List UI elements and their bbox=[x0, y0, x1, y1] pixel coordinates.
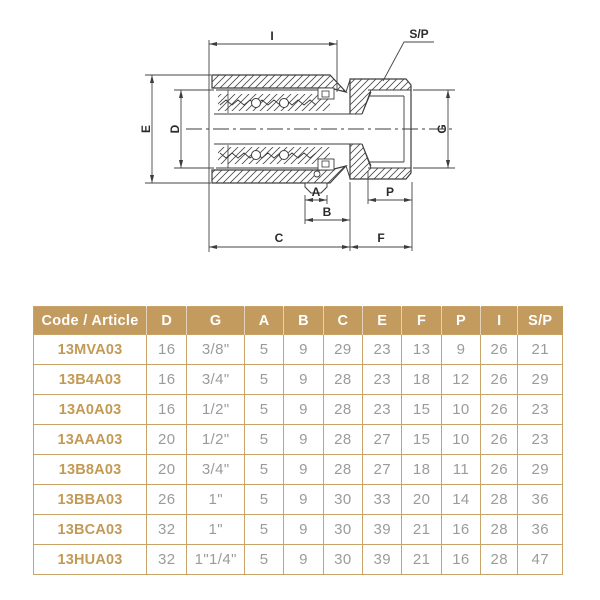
spec-value-cell: 29 bbox=[323, 335, 362, 365]
spec-value-cell: 39 bbox=[363, 545, 402, 575]
spec-value-cell: 11 bbox=[441, 455, 480, 485]
column-header-d: D bbox=[147, 307, 187, 335]
spec-value-cell: 1/2" bbox=[187, 425, 245, 455]
spec-value-cell: 33 bbox=[363, 485, 402, 515]
spec-value-cell: 5 bbox=[244, 485, 283, 515]
spec-value-cell: 1"1/4" bbox=[187, 545, 245, 575]
article-code-cell: 13B4A03 bbox=[34, 365, 147, 395]
o-ring-bottom-1 bbox=[252, 151, 261, 160]
column-header-c: C bbox=[323, 307, 362, 335]
spec-value-cell: 32 bbox=[147, 515, 187, 545]
dim-label-sp: S/P bbox=[409, 27, 429, 41]
article-code-cell: 13B8A03 bbox=[34, 455, 147, 485]
article-code-cell: 13BBA03 bbox=[34, 485, 147, 515]
article-code-cell: 13HUA03 bbox=[34, 545, 147, 575]
spec-value-cell: 1/2" bbox=[187, 395, 245, 425]
spec-value-cell: 3/4" bbox=[187, 455, 245, 485]
spec-value-cell: 20 bbox=[147, 455, 187, 485]
spec-value-cell: 26 bbox=[481, 455, 518, 485]
spec-value-cell: 20 bbox=[402, 485, 441, 515]
spec-value-cell: 9 bbox=[284, 335, 323, 365]
o-ring-top-1 bbox=[252, 99, 261, 108]
spec-value-cell: 28 bbox=[481, 545, 518, 575]
spec-value-cell: 9 bbox=[284, 485, 323, 515]
column-header-e: E bbox=[363, 307, 402, 335]
spec-value-cell: 18 bbox=[402, 365, 441, 395]
spec-value-cell: 28 bbox=[323, 395, 362, 425]
spec-value-cell: 5 bbox=[244, 515, 283, 545]
spec-value-cell: 16 bbox=[147, 365, 187, 395]
spec-value-cell: 1" bbox=[187, 515, 245, 545]
spec-value-cell: 18 bbox=[402, 455, 441, 485]
spec-value-cell: 5 bbox=[244, 395, 283, 425]
column-header-p: P bbox=[441, 307, 480, 335]
spec-value-cell: 16 bbox=[147, 335, 187, 365]
table-row bbox=[34, 545, 563, 575]
spec-value-cell: 5 bbox=[244, 425, 283, 455]
spec-value-cell: 26 bbox=[481, 425, 518, 455]
spec-value-cell: 27 bbox=[363, 455, 402, 485]
column-header-code-article: Code / Article bbox=[34, 307, 147, 335]
spec-value-cell: 26 bbox=[147, 485, 187, 515]
sp-leader-line bbox=[383, 42, 434, 81]
spec-value-cell: 9 bbox=[284, 365, 323, 395]
spec-value-cell: 1" bbox=[187, 485, 245, 515]
spec-value-cell: 30 bbox=[323, 515, 362, 545]
spec-value-cell: 3/4" bbox=[187, 365, 245, 395]
spec-value-cell: 30 bbox=[323, 545, 362, 575]
dim-label-p: P bbox=[385, 185, 395, 199]
dim-label-i: I bbox=[270, 29, 274, 43]
spec-value-cell: 16 bbox=[147, 395, 187, 425]
spec-value-cell: 5 bbox=[244, 365, 283, 395]
spec-value-cell: 28 bbox=[323, 365, 362, 395]
o-ring-bottom-2 bbox=[280, 151, 289, 160]
table-row bbox=[34, 485, 563, 515]
article-code-cell: 13AAA03 bbox=[34, 425, 147, 455]
spec-value-cell: 13 bbox=[402, 335, 441, 365]
spec-value-cell: 23 bbox=[518, 425, 563, 455]
spec-value-cell: 20 bbox=[147, 425, 187, 455]
spec-table-header bbox=[34, 307, 563, 335]
spec-value-cell: 30 bbox=[323, 485, 362, 515]
spec-value-cell: 39 bbox=[363, 515, 402, 545]
dimension-lines bbox=[145, 40, 455, 252]
spec-value-cell: 10 bbox=[441, 395, 480, 425]
spec-value-cell: 16 bbox=[441, 545, 480, 575]
table-row bbox=[34, 335, 563, 365]
spec-value-cell: 27 bbox=[363, 425, 402, 455]
column-header-a: A bbox=[244, 307, 283, 335]
column-header-f: F bbox=[402, 307, 441, 335]
dim-label-e: E bbox=[139, 124, 153, 134]
spec-value-cell: 12 bbox=[441, 365, 480, 395]
spec-value-cell: 29 bbox=[518, 455, 563, 485]
press-sleeve bbox=[212, 75, 371, 193]
dim-label-b: B bbox=[322, 205, 332, 219]
spec-value-cell: 23 bbox=[363, 395, 402, 425]
spec-value-cell: 21 bbox=[402, 545, 441, 575]
spec-value-cell: 36 bbox=[518, 485, 563, 515]
table-row bbox=[34, 425, 563, 455]
spec-table bbox=[33, 306, 563, 575]
spec-value-cell: 5 bbox=[244, 335, 283, 365]
spec-value-cell: 47 bbox=[518, 545, 563, 575]
spec-value-cell: 15 bbox=[402, 425, 441, 455]
article-code-cell: 13A0A03 bbox=[34, 395, 147, 425]
spec-value-cell: 28 bbox=[323, 425, 362, 455]
spec-value-cell: 9 bbox=[441, 335, 480, 365]
spec-value-cell: 21 bbox=[402, 515, 441, 545]
spec-value-cell: 3/8" bbox=[187, 335, 245, 365]
dimension-labels bbox=[139, 27, 449, 245]
spec-value-cell: 23 bbox=[363, 335, 402, 365]
spec-value-cell: 26 bbox=[481, 335, 518, 365]
dim-label-d: D bbox=[168, 124, 182, 134]
dim-label-c: C bbox=[274, 231, 284, 245]
table-row bbox=[34, 365, 563, 395]
spec-value-cell: 9 bbox=[284, 545, 323, 575]
spec-value-cell: 36 bbox=[518, 515, 563, 545]
article-code-cell: 13BCA03 bbox=[34, 515, 147, 545]
spec-value-cell: 23 bbox=[518, 395, 563, 425]
spec-value-cell: 5 bbox=[244, 545, 283, 575]
spec-value-cell: 9 bbox=[284, 455, 323, 485]
spec-value-cell: 23 bbox=[363, 365, 402, 395]
table-row bbox=[34, 455, 563, 485]
spec-value-cell: 10 bbox=[441, 425, 480, 455]
table-row bbox=[34, 515, 563, 545]
article-code-cell: 13MVA03 bbox=[34, 335, 147, 365]
dim-label-a: A bbox=[311, 185, 321, 199]
o-ring-top-2 bbox=[280, 99, 289, 108]
spec-value-cell: 16 bbox=[441, 515, 480, 545]
column-header-b: B bbox=[284, 307, 323, 335]
spec-value-cell: 15 bbox=[402, 395, 441, 425]
spec-value-cell: 9 bbox=[284, 395, 323, 425]
header-row bbox=[34, 307, 563, 335]
spec-value-cell: 28 bbox=[481, 485, 518, 515]
spec-value-cell: 32 bbox=[147, 545, 187, 575]
spec-value-cell: 5 bbox=[244, 455, 283, 485]
spec-value-cell: 21 bbox=[518, 335, 563, 365]
table-row bbox=[34, 395, 563, 425]
spec-value-cell: 26 bbox=[481, 395, 518, 425]
column-header-g: G bbox=[187, 307, 245, 335]
spec-value-cell: 28 bbox=[323, 455, 362, 485]
spec-value-cell: 29 bbox=[518, 365, 563, 395]
spec-value-cell: 28 bbox=[481, 515, 518, 545]
column-header-s-p: S/P bbox=[518, 307, 563, 335]
spec-value-cell: 9 bbox=[284, 515, 323, 545]
dim-label-g: G bbox=[435, 124, 449, 134]
spec-table-body bbox=[34, 335, 563, 575]
spec-value-cell: 9 bbox=[284, 425, 323, 455]
dim-label-f: F bbox=[377, 231, 385, 245]
spec-value-cell: 14 bbox=[441, 485, 480, 515]
spec-value-cell: 26 bbox=[481, 365, 518, 395]
column-header-i: I bbox=[481, 307, 518, 335]
